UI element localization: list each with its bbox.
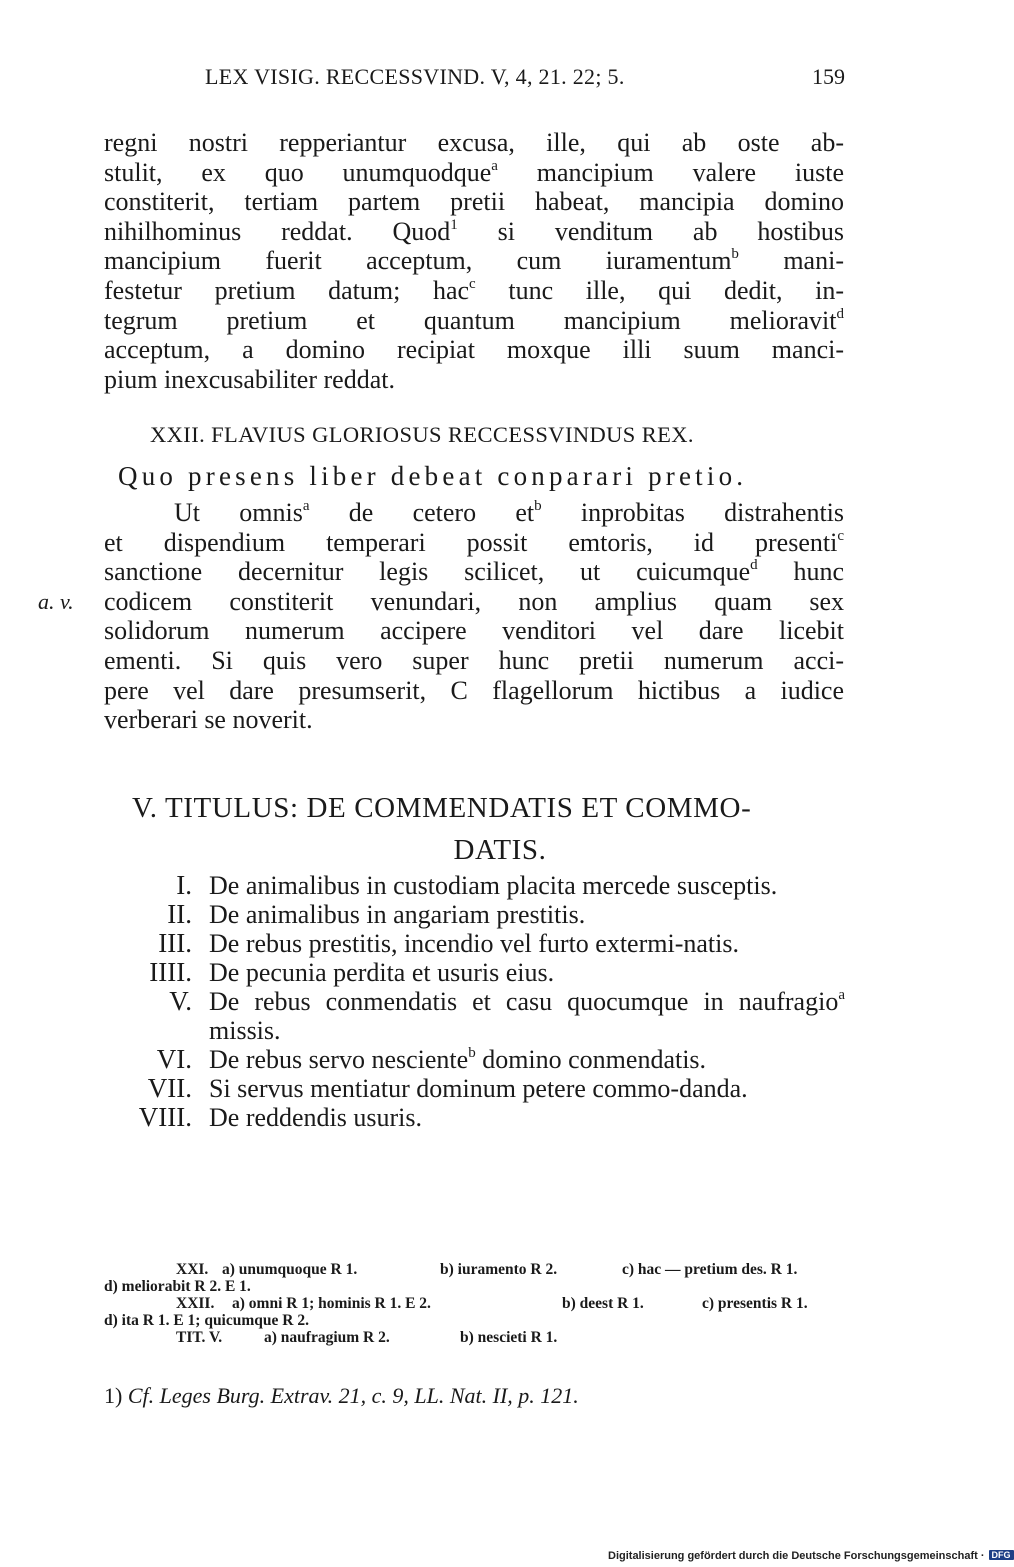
chapter-heading: De animalibus in custodiam placita mercede susceptis. — [209, 871, 778, 900]
chapter-number: VIII. — [138, 1102, 192, 1132]
text-line: verberari se noverit. — [104, 705, 313, 735]
footnote-number: 1) — [104, 1383, 123, 1408]
chapter-number: V. — [169, 986, 192, 1016]
text-line: pium inexcusabiliter reddat. — [104, 364, 395, 394]
chapter-item — [100, 871, 845, 900]
text-line: mancipium fuerit acceptum, cum iuramentum$^b$ mani- — [104, 246, 844, 276]
chapter-heading: De rebus prestitis, incendio vel furto extermi-natis. — [209, 929, 739, 958]
apparatus-line: TIT. V. a) naufragium R 2. b) nescieti R 1. — [176, 1329, 558, 1346]
running-header — [205, 64, 845, 98]
chapter-heading: De animalibus in angariam prestitis. — [209, 900, 586, 929]
chapter-item — [100, 1074, 845, 1103]
text-line: sanctione decernitur legis scilicet, ut cuicumque$^d$ hunc — [104, 557, 844, 587]
apparatus-marker: b — [731, 246, 739, 263]
chapter-heading: De rebus conmendatis et casu quocumque in naufragio$^a$ missis. — [209, 987, 845, 1045]
chapter-item — [100, 987, 845, 1045]
footnote — [104, 1383, 579, 1409]
text-line: festetur pretium datum; hac$^c$ tunc ille, qui dedit, in- — [104, 275, 844, 305]
chapter-number: III. — [158, 928, 192, 958]
law-xxii-title: XXII. FLAVIUS GLORIOSUS RECCESSVINDUS REX. — [150, 422, 694, 447]
law-xxi-continuation — [104, 128, 844, 394]
titulus-title-line-1: V. TITULUS: DE COMMENDATIS ET COMMO- — [132, 792, 752, 824]
chapter-heading: De rebus servo nesciente$^b$ domino conmendatis. — [209, 1045, 707, 1074]
text-line: nihilhominus reddat. Quod$^1$ si venditum ab hostibus — [104, 216, 845, 246]
chapter-number: IIII. — [149, 957, 192, 987]
digitization-note: Digitalisierung gefördert durch die Deutsche Forschungsgemeinschaft · DFG — [608, 1550, 1014, 1562]
critical-apparatus — [104, 1261, 844, 1346]
chapter-list — [100, 871, 845, 1132]
chapter-number: VII. — [147, 1073, 192, 1103]
apparatus-line: XXI. a) unumquoque R 1. b) iuramento R 2. c) hac — pretium des. R 1. — [176, 1261, 798, 1278]
chapter-heading: Si servus mentiatur dominum petere commo-danda. — [209, 1074, 748, 1103]
chapter-item — [100, 929, 845, 958]
law-xxii-rubric: Quo presens liber debeat conparari pretio. — [118, 461, 748, 491]
footnote-text: Cf. Leges Burg. Extrav. 21, c. 9, LL. Nat. II, p. 121. — [127, 1383, 579, 1408]
page-number: 159 — [812, 64, 845, 89]
apparatus-line: XXII. a) omni R 1; hominis R 1. E 2. b) deest R 1. c) presentis R 1. — [176, 1295, 808, 1312]
apparatus-line: d) meliorabit R 2. E 1. — [104, 1278, 251, 1295]
chapter-item — [100, 1103, 845, 1132]
apparatus-marker: b — [468, 1045, 476, 1061]
text-line: codicem constiterit venundari, non amplius quam sex — [104, 586, 844, 616]
apparatus-marker: b — [534, 498, 542, 514]
text-line: pere vel dare presumserit, C flagellorum hictibus a iudice — [104, 675, 844, 705]
text-line: stulit, ex quo unumquodque$^a$ mancipium valere iuste — [104, 157, 844, 187]
margin-note: a. v. — [38, 589, 74, 614]
apparatus-marker: d — [750, 557, 758, 574]
text-line: et dispendium temperari possit emtoris, id presenti$^c$ — [104, 527, 844, 557]
titulus-title-line-2: DATIS. — [453, 834, 547, 866]
text-line: ementi. Si quis vero super hunc pretii numerum acci- — [104, 645, 844, 675]
dfg-logo: DFG — [989, 1550, 1014, 1560]
apparatus-marker: d — [836, 305, 844, 322]
text-line: tegrum pretium et quantum mancipium melioravit$^d$ — [104, 305, 844, 335]
apparatus-marker: a — [491, 157, 498, 174]
apparatus-line: d) ita R 1. E 1; quicumque R 2. — [104, 1312, 309, 1329]
running-title: LEX VISIG. RECCESSVIND. V, 4, 21. 22; 5. — [205, 64, 625, 89]
text-line: Ut omnis$^a$ de cetero $et^b$ inprobitas distrahentis — [174, 498, 845, 527]
chapter-item — [100, 958, 845, 987]
chapter-number: II. — [167, 899, 192, 929]
apparatus-marker: a — [838, 987, 845, 1003]
text-line: solidorum numerum accipere venditori vel dare licebit — [104, 616, 844, 646]
text-line: regni nostri repperiantur excusa, ille, qui ab oste ab- — [104, 128, 844, 157]
chapter-heading: De pecunia perdita et usuris eius. — [209, 958, 555, 987]
text-line: acceptum, a domino recipiat moxque illi suum manci- — [104, 335, 844, 365]
chapter-item — [100, 900, 845, 929]
apparatus-marker: c — [837, 527, 844, 544]
chapter-heading: De reddendis usuris. — [209, 1103, 423, 1132]
footnote-marker: 1 — [450, 216, 458, 233]
apparatus-marker: c — [469, 275, 476, 292]
apparatus-marker: a — [302, 498, 310, 514]
law-xxii-text — [104, 498, 844, 735]
chapter-number: I. — [176, 870, 192, 900]
chapter-item — [100, 1045, 845, 1074]
chapter-number: VI. — [156, 1044, 192, 1074]
text-line: constiterit, tertiam partem pretii habeat, mancipia domino — [104, 187, 844, 217]
